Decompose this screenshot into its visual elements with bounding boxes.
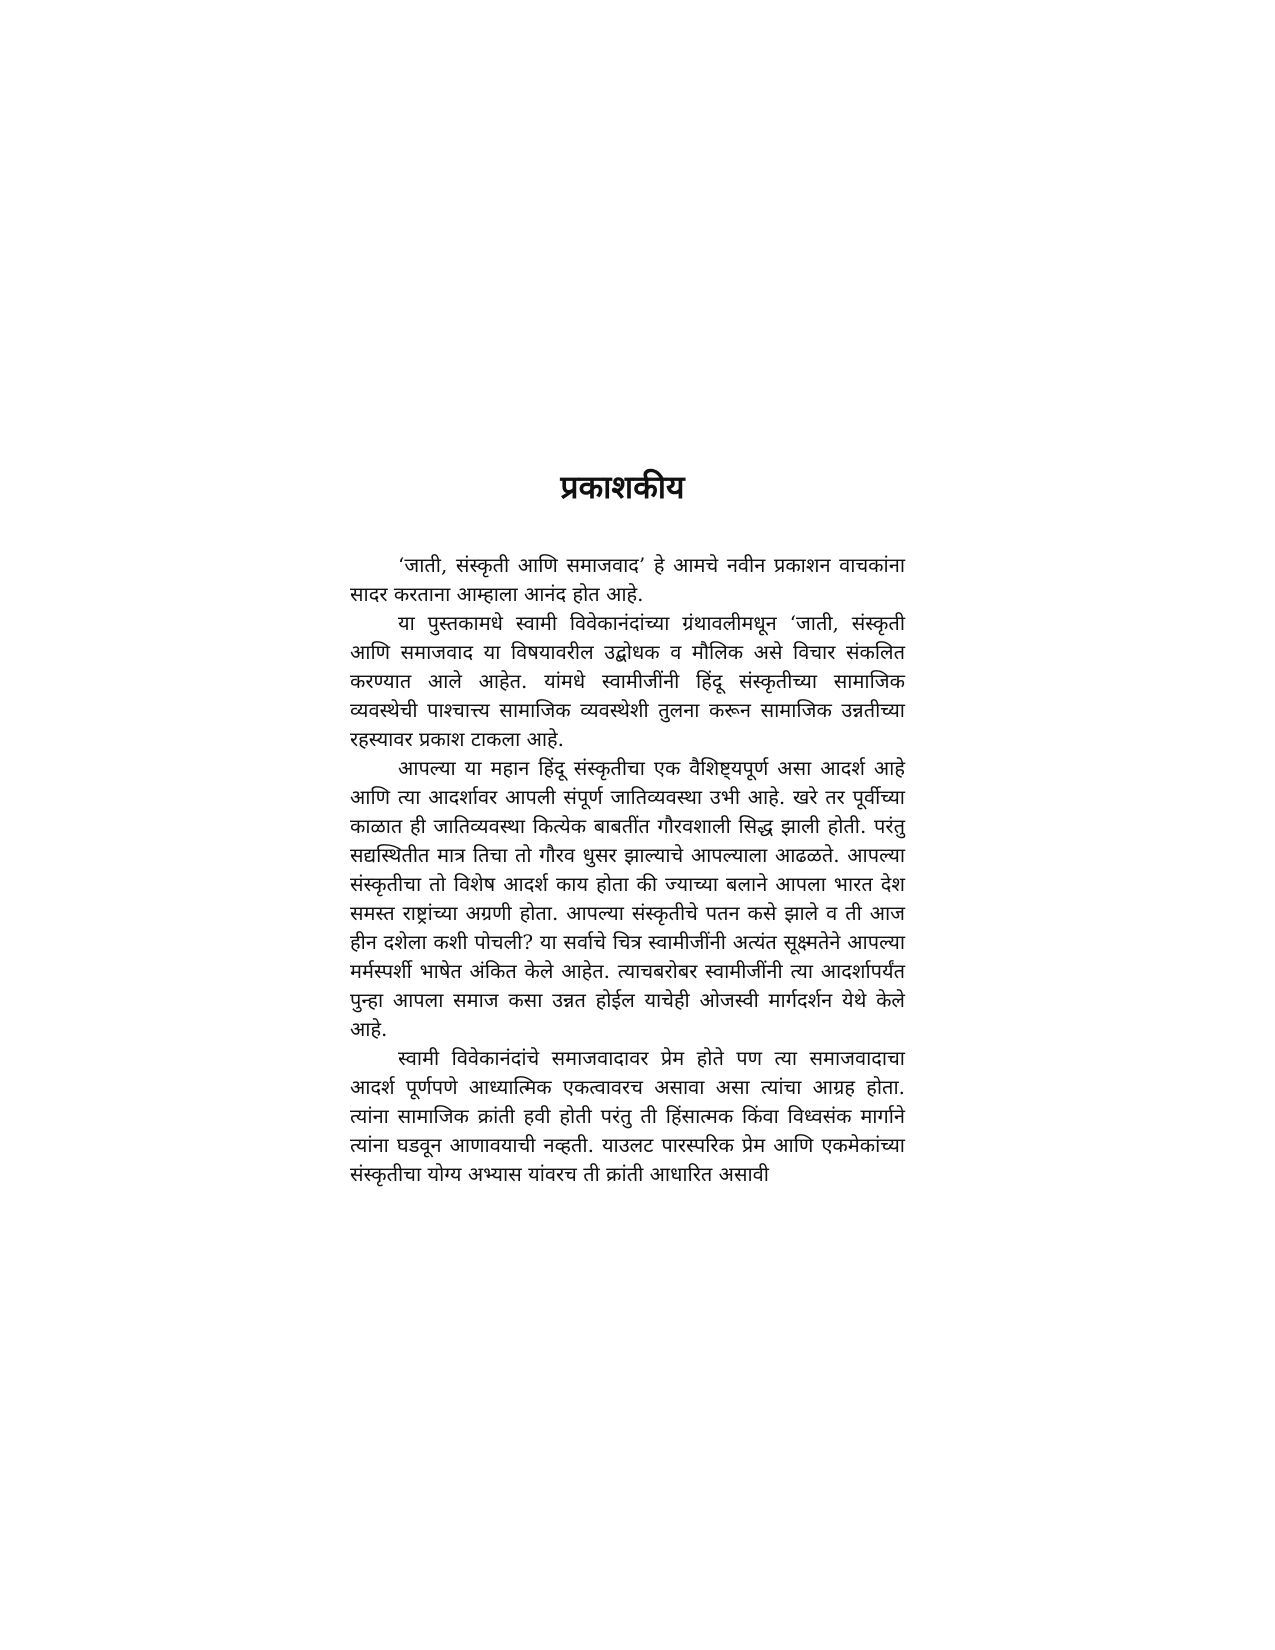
paragraph-4: स्वामी विवेकानंदांचे समाजवादावर प्रेम होते पण त्या समाजवादाचा आदर्श पूर्णपणे आध्यात्मिक एकत्वावरच असावा असा त्यांचा आग्रह होता. त्यांना सामाजिक क्रांती हवी होती परंतु ती हिंसात्मक किंवा विध्वसंक मार्गाने त्यांना घडवून आणावयाची नव्हती. याउलट पारस्परिक प्रेम आणि एकमेकांच्या संस्कृतीचा योग्य अभ्यास यांवरच ती क्रांती आधारित असावी xyxy=(350,1046,905,1186)
page-title: प्रकाशकीय xyxy=(560,468,685,506)
paragraph-1: ‘जाती, संस्कृती आणि समाजवाद’ हे आमचे नवीन प्रकाशन वाचकांना सादर करताना आम्हाला आनंद होत आहे. xyxy=(350,553,905,606)
paragraph-2: या पुस्तकामधे स्वामी विवेकानंदांच्या ग्रंथावलीमधून ‘जाती, संस्कृती आणि समाजवाद या विषयावरील उद्बोधक व मौलिक असे विचार संकलित करण्यात आले आहेत. यांमधे स्वामीजींनी हिंदू संस्कृतीच्या सामाजिक व्यवस्थेची पाश्चात्त्य सामाजिक व्यवस्थेशी तुलना करून सामाजिक उन्नतीच्या रहस्यावर प्रकाश टाकला आहे. xyxy=(350,611,905,751)
paragraph-3: आपल्या या महान हिंदू संस्कृतीचा एक वैशिष्ट्यपूर्ण असा आदर्श आहे आणि त्या आदर्शावर आपली संपूर्ण जातिव्यवस्था उभी आहे. खरे तर पूर्वीच्या काळात ही जातिव्यवस्था कित्येक बाबतींत गौरवशाली सिद्ध झाली होती. परंतु सद्यस्थितीत मात्र तिचा तो गौरव धुसर झाल्याचे आपल्याला आढळते. आपल्या संस्कृतीचा तो विशेष आदर्श काय होता की ज्याच्या बलाने आपला भारत देश समस्त राष्ट्रांच्या अग्रणी होता. आपल्या संस्कृतीचे पतन कसे झाले व ती आज हीन दशेला कशी पोचली? या सर्वाचे चित्र स्वामीजींनी अत्यंत सूक्ष्मतेने आपल्या मर्मस्पर्शी भाषेत अंकित केले आहेत. त्याचबरोबर स्वामीजींनी त्या आदर्शापर्यंत पुन्हा आपला समाज कसा उन्नत होईल याचेही ओजस्वी मार्गदर्शन येथे केले आहे. xyxy=(350,756,905,1041)
body-text xyxy=(350,551,905,1189)
